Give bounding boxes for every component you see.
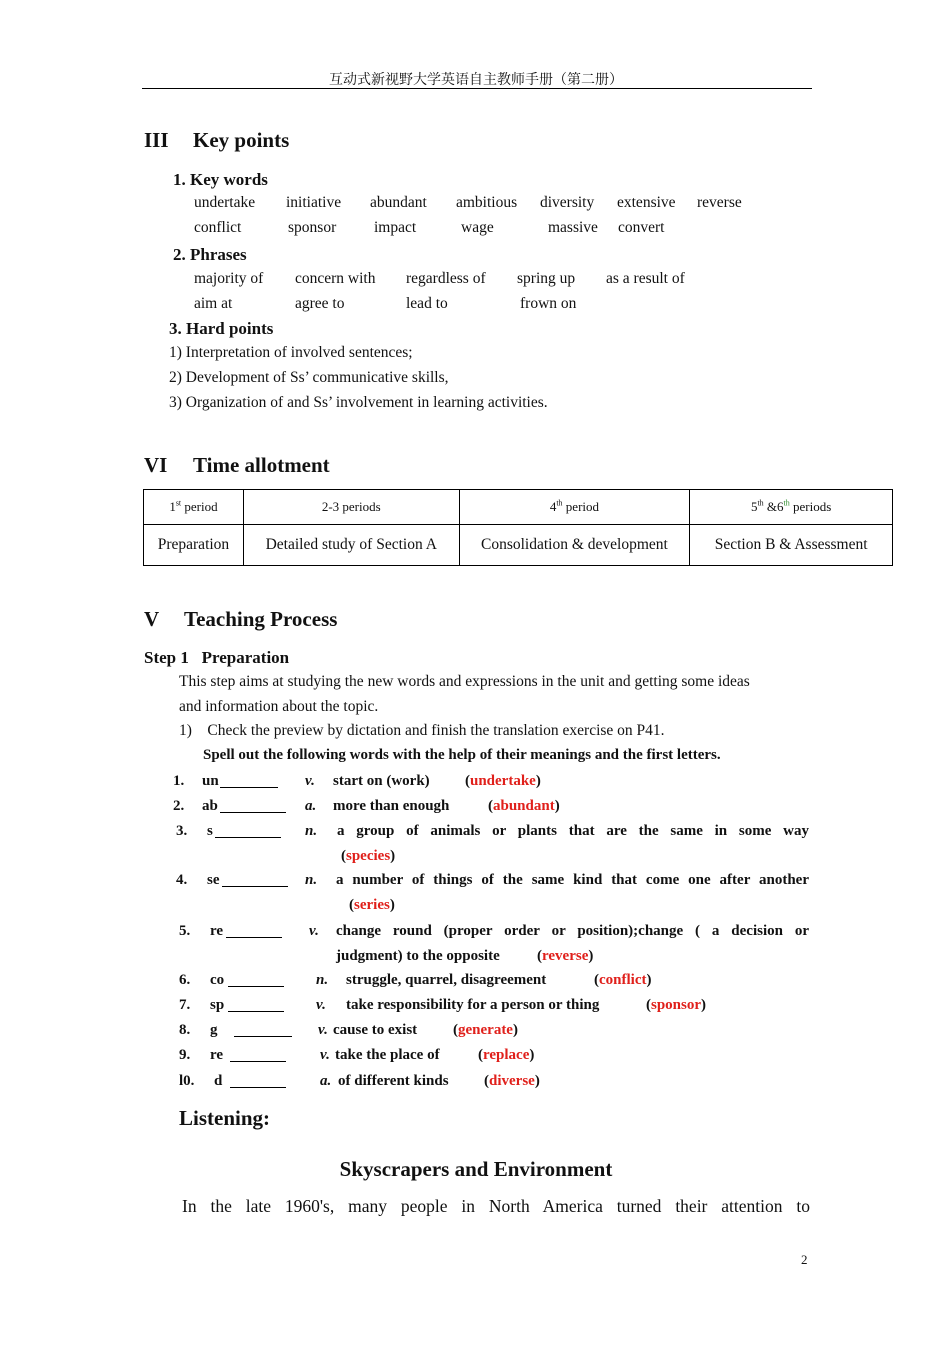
table-cell: Preparation [144,525,244,566]
part-of-speech: v. [316,997,326,1013]
vocab-number: 3. [176,823,188,839]
phrase: regardless of [406,270,486,287]
vocab-answer: abundant [493,798,555,814]
phrase: spring up [517,270,576,287]
page-number: 2 [801,1252,808,1267]
table-header-cell: 2-3 periods [243,490,459,525]
vocab-answer: sponsor [651,997,702,1013]
vocab-number: l0. [179,1073,195,1089]
phrase: concern with [295,270,376,287]
answer-blank [228,972,284,987]
vocab-meaning: of different kinds [338,1073,449,1089]
section-5-number: V [144,607,160,631]
key-word: diversity [540,194,595,211]
key-word: wage [461,219,494,236]
answer-blank [215,823,281,838]
vocab-number: 4. [176,872,188,888]
hard-point-item: 2) Development of Ss’ communicative skills, [169,369,449,386]
vocab-prefix: se [207,872,220,888]
key-word: convert [618,219,665,236]
vocab-prefix: co [210,972,225,988]
key-word: impact [374,219,417,236]
phrase: agree to [295,295,345,312]
table-cell: Consolidation & development [459,525,690,566]
vocab-meaning: change round (proper order or position);change ( a decision or [336,923,809,939]
vocab-prefix: g [210,1022,218,1038]
table-cell: Detailed study of Section A [243,525,459,566]
part-of-speech: v. [318,1022,328,1038]
key-word: undertake [194,194,256,211]
key-word: massive [548,219,598,236]
table-header-cell: 1st period [144,490,244,525]
vocab-number: 2. [173,798,185,814]
vocab-prefix: sp [210,997,225,1013]
part-of-speech: a. [305,798,317,814]
part-of-speech: a. [320,1073,332,1089]
section-3-number: III [144,128,169,152]
section-3-title: Key points [193,128,290,152]
header-rule [142,88,812,89]
spelling-instruction: Spell out the following words with the help of their meanings and the first letters. [203,747,721,763]
step-1-intro-cont: and information about the topic. [179,698,379,715]
vocab-prefix: re [210,923,224,939]
part-of-speech: n. [316,972,329,988]
key-word: sponsor [288,219,337,236]
time-allotment-table [143,489,893,566]
vocab-answer: diverse [489,1073,535,1089]
answer-blank [222,872,288,887]
vocab-meaning: take responsibility for a person or thing [346,997,600,1013]
key-word: conflict [194,219,242,236]
vocab-answer: undertake [470,773,536,789]
vocab-prefix: ab [202,798,218,814]
vocab-meaning: more than enough [333,798,450,814]
vocab-meaning: a group of animals or plants that are the same in some way [337,823,809,839]
part-of-speech: v. [305,773,315,789]
listening-label: Listening: [179,1106,271,1130]
vocab-number: 1. [173,773,185,789]
answer-blank [226,923,282,938]
hard-point-item: 3) Organization of and Ss’ involvement in learning activities. [169,394,548,411]
part-of-speech: v. [320,1047,330,1063]
vocab-meaning: struggle, quarrel, disagreement [346,972,547,988]
table-cell: Section B & Assessment [690,525,893,566]
vocab-answer: conflict [599,972,647,988]
step-1-task: 1) Check the preview by dictation and finish the translation exercise on P41. [179,722,665,739]
vocab-meaning: start on (work) [333,773,430,789]
table-header-cell: 4th period [459,490,690,525]
part-of-speech: n. [305,823,318,839]
vocab-meaning: cause to exist [333,1022,418,1038]
vocab-prefix: s [207,823,213,839]
part-of-speech: n. [305,872,318,888]
vocab-answer: series [354,897,390,913]
vocab-number: 9. [179,1047,191,1063]
phrase: lead to [406,295,448,312]
section-5-title: Teaching Process [184,607,338,631]
running-header: 互动式新视野大学英语自主教师手册（第二册） [329,73,623,88]
vocab-answer: generate [458,1022,513,1038]
phrases-heading: 2. Phrases [173,245,247,264]
part-of-speech: v. [309,923,319,939]
listening-text: In the late 1960's, many people in North America turned their attention to [182,1196,810,1216]
key-word: reverse [697,194,742,211]
table-header-row [144,490,893,525]
answer-blank [220,773,278,788]
answer-blank [228,997,284,1012]
answer-blank [234,1022,292,1037]
step-1-intro: This step aims at studying the new words and expressions in the unit and getting some ideas [179,673,750,690]
table-content-row [144,525,893,566]
vocab-prefix: un [202,773,219,789]
vocab-number: 5. [179,923,191,939]
phrase: as a result of [606,270,685,287]
vocab-meaning: take the place of [335,1047,440,1063]
section-6-number: VI [144,453,168,477]
vocab-answer: replace [483,1047,530,1063]
key-word: ambitious [456,194,518,211]
section-6-title: Time allotment [193,453,330,477]
step-1-title: Step 1 Preparation [144,648,290,667]
vocab-prefix: d [214,1073,223,1089]
vocab-number: 6. [179,972,191,988]
answer-blank [220,798,286,813]
key-words-heading: 1. Key words [173,170,268,189]
vocab-answer: species [346,848,391,864]
answer-blank [230,1073,286,1088]
key-word: extensive [617,194,676,211]
vocab-answer: reverse [542,948,589,964]
vocab-meaning-cont: judgment) to the opposite [336,948,500,964]
key-word: abundant [370,194,427,211]
listening-title: Skyscrapers and Environment [339,1157,613,1181]
answer-blank [230,1047,286,1062]
hard-point-item: 1) Interpretation of involved sentences; [169,344,413,361]
phrase: majority of [194,270,264,287]
key-word: initiative [286,194,342,211]
hard-points-heading: 3. Hard points [169,319,274,338]
vocab-number: 8. [179,1022,191,1038]
vocab-prefix: re [210,1047,224,1063]
phrase: frown on [520,295,577,312]
phrase: aim at [194,295,233,312]
vocab-number: 7. [179,997,191,1013]
vocab-meaning: a number of things of the same kind that come one after another [336,872,809,888]
table-header-cell: 5th &6th periods [690,490,893,525]
